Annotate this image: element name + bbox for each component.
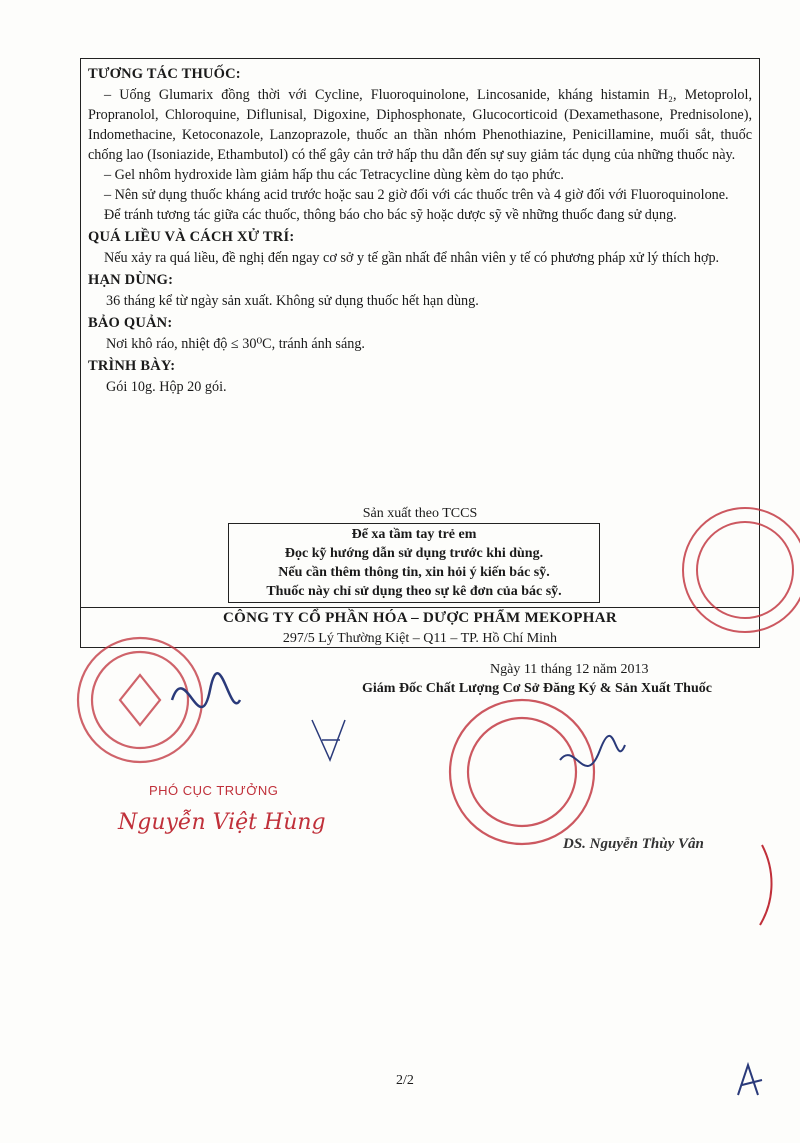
margin-mark	[760, 845, 772, 925]
presentation-para: Gói 10g. Hộp 20 gói.	[106, 379, 227, 395]
page-number: 2/2	[396, 1073, 414, 1088]
section-title-overdose: QUÁ LIỀU VÀ CÁCH XỬ TRÍ:	[88, 229, 295, 245]
interactions-para-3: – Nên sử dụng thuốc kháng acid trước hoặc sau 2 giờ đối với các thuốc trên và 4 giờ đối với Fluoroquinolone.	[104, 187, 729, 203]
expiry-para: 36 tháng kể từ ngày sản xuất. Không sử dụng thuốc hết hạn dùng.	[106, 293, 479, 309]
interactions-para-4: Để tránh tương tác giữa các thuốc, thông báo cho bác sỹ hoặc dược sỹ về những thuốc đang sử dụng.	[104, 207, 677, 223]
warning-line-4: Thuốc này chỉ sử dụng theo sự kê đơn của bác sỹ.	[266, 584, 562, 599]
warning-line-1: Để xa tầm tay trẻ em	[351, 527, 477, 542]
storage-para: Nơi khô ráo, nhiệt độ ≤ 30⁰C, tránh ánh sáng.	[106, 336, 365, 352]
interactions-para-1: – Uống Glumarix đồng thời với Cycline, Fluoroquinolone, Lincosanide, kháng histamin H₂, Metoprolol, Propranolol, Chloroquine, Diflunisal, Digoxine, Diphosphonate, Glucocorticoid (Dexamethasone, Prednisolone), Indomethacine, Ketoconazole, Lanzoprazole, thuốc an thần nhóm Phenothiazine, Penicillamine, muối sắt, thuốc chống lao (Isoniazide, Ethambutol) có thể gây cản trở hấp thu dẫn đến sự suy giảm tác dụng của những thuốc này.	[88, 87, 752, 163]
overdose-para: Nếu xảy ra quá liều, đề nghị đến ngay cơ sở y tế gần nhất để nhân viên y tế có phương pháp xử lý thích hợp.	[104, 250, 720, 266]
company-name: CÔNG TY CỔ PHẦN HÓA – DƯỢC PHẨM MEKOPHAR	[223, 610, 617, 626]
corner-initial	[738, 1065, 762, 1095]
director-title: Giám Đốc Chất Lượng Cơ Sở Đăng Ký & Sản Xuất Thuốc	[362, 681, 712, 696]
deputy-director-name: Nguyễn Việt Hùng	[118, 810, 326, 835]
warning-line-3: Nếu cần thêm thông tin, xin hỏi ý kiến bác sỹ.	[278, 565, 550, 580]
initial-mark	[312, 720, 345, 760]
section-title-interactions: TƯƠNG TÁC THUỐC:	[88, 66, 241, 82]
stamp-left	[78, 638, 202, 762]
stamp-company	[450, 700, 594, 844]
warning-line-2: Đọc kỹ hướng dẫn sử dụng trước khi dùng.	[284, 546, 544, 561]
section-title-storage: BẢO QUẢN:	[88, 315, 173, 331]
date-line: Ngày 11 tháng 12 năm 2013	[490, 662, 649, 677]
section-title-expiry: HẠN DÙNG:	[88, 272, 174, 288]
signer-right-name: DS. Nguyễn Thùy Vân	[563, 836, 704, 852]
stamp-top-right	[683, 508, 800, 632]
company-address: 297/5 Lý Thường Kiệt – Q11 – TP. Hồ Chí Minh	[282, 631, 558, 646]
standard-note: Sản xuất theo TCCS	[362, 506, 478, 521]
section-title-presentation: TRÌNH BÀY:	[88, 358, 176, 374]
deputy-director-title: PHÓ CỤC TRƯỞNG	[149, 783, 279, 798]
interactions-para-2: – Gel nhôm hydroxide làm giảm hấp thu các Tetracycline dùng kèm do tạo phức.	[104, 167, 564, 183]
